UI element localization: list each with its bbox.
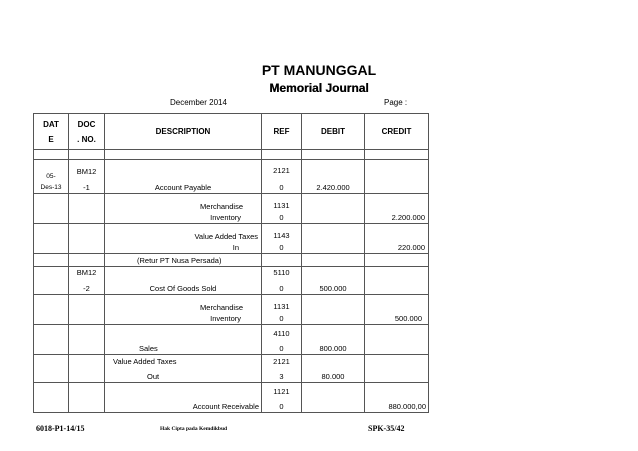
description-cell: Merchandise Inventory bbox=[105, 295, 262, 325]
credit-cell bbox=[365, 325, 429, 355]
debit-cell: 500.000 bbox=[302, 267, 365, 295]
description-cell: Merchandise Inventory bbox=[105, 194, 262, 224]
table-row bbox=[34, 355, 429, 383]
credit-cell bbox=[365, 267, 429, 295]
credit-cell: 880.000,00 bbox=[365, 383, 429, 413]
table-row bbox=[34, 267, 429, 295]
ref-cell: 1143 0 bbox=[262, 224, 302, 254]
period-label: December 2014 bbox=[170, 98, 227, 107]
table-row bbox=[34, 383, 429, 413]
journal-title: Memorial Journal bbox=[269, 81, 369, 95]
col-doc-header: DOC . NO. bbox=[69, 114, 105, 150]
doc-cell: BM12 -2 bbox=[69, 267, 105, 295]
ref-cell: 5110 0 bbox=[262, 267, 302, 295]
footer-page-code: SPK-35/42 bbox=[368, 424, 405, 433]
table-row bbox=[34, 194, 429, 224]
col-credit-header: CREDIT bbox=[365, 114, 429, 150]
description-cell: Sales bbox=[105, 325, 262, 355]
debit-cell: 80.000 bbox=[302, 355, 365, 383]
table-row bbox=[34, 325, 429, 355]
debit-cell: 800.000 bbox=[302, 325, 365, 355]
ref-cell: 2121 3 bbox=[262, 355, 302, 383]
table-row bbox=[34, 160, 429, 194]
credit-cell: 220.000 bbox=[365, 224, 429, 254]
ref-cell: 1121 0 bbox=[262, 383, 302, 413]
description-cell: Value Added Taxes In bbox=[105, 224, 262, 254]
footer-copyright: Hak Cipta pada Kemdikbud bbox=[160, 426, 228, 432]
debit-cell bbox=[302, 224, 365, 254]
footer-code: 6018-P1-14/15 bbox=[36, 424, 85, 433]
col-debit-header: DEBIT bbox=[302, 114, 365, 150]
description-cell: Account Receivable bbox=[105, 383, 262, 413]
ref-cell: 1131 0 bbox=[262, 295, 302, 325]
table-row bbox=[34, 254, 429, 267]
page-label: Page : bbox=[384, 98, 408, 107]
company-name: PT MANUNGGAL bbox=[261, 62, 377, 78]
credit-cell bbox=[365, 160, 429, 194]
ref-cell: 2121 0 bbox=[262, 160, 302, 194]
ref-cell: 4110 0 bbox=[262, 325, 302, 355]
table-row bbox=[34, 295, 429, 325]
description-cell: Cost Of Goods Sold bbox=[105, 267, 262, 295]
debit-cell bbox=[302, 383, 365, 413]
col-ref-header: REF bbox=[262, 114, 302, 150]
note-cell: (Retur PT Nusa Persada) bbox=[105, 254, 262, 267]
debit-cell bbox=[302, 295, 365, 325]
debit-cell bbox=[302, 194, 365, 224]
col-date-header: DAT E bbox=[34, 114, 69, 150]
credit-cell bbox=[365, 355, 429, 383]
table-spacer-row bbox=[34, 150, 429, 160]
description-cell: Account Payable bbox=[105, 160, 262, 194]
table-row bbox=[34, 224, 429, 254]
credit-cell: 2.200.000 bbox=[365, 194, 429, 224]
col-description-header: DESCRIPTION bbox=[105, 114, 262, 150]
credit-cell: 500.000 bbox=[365, 295, 429, 325]
journal-table bbox=[33, 113, 429, 413]
doc-cell: BM12 -1 bbox=[69, 160, 105, 194]
description-cell: Value Added Taxes Out bbox=[105, 355, 262, 383]
ref-cell: 1131 0 bbox=[262, 194, 302, 224]
table-header-row bbox=[34, 114, 429, 150]
debit-cell: 2.420.000 bbox=[302, 160, 365, 194]
date-cell: 05- Des-13 bbox=[34, 160, 69, 194]
